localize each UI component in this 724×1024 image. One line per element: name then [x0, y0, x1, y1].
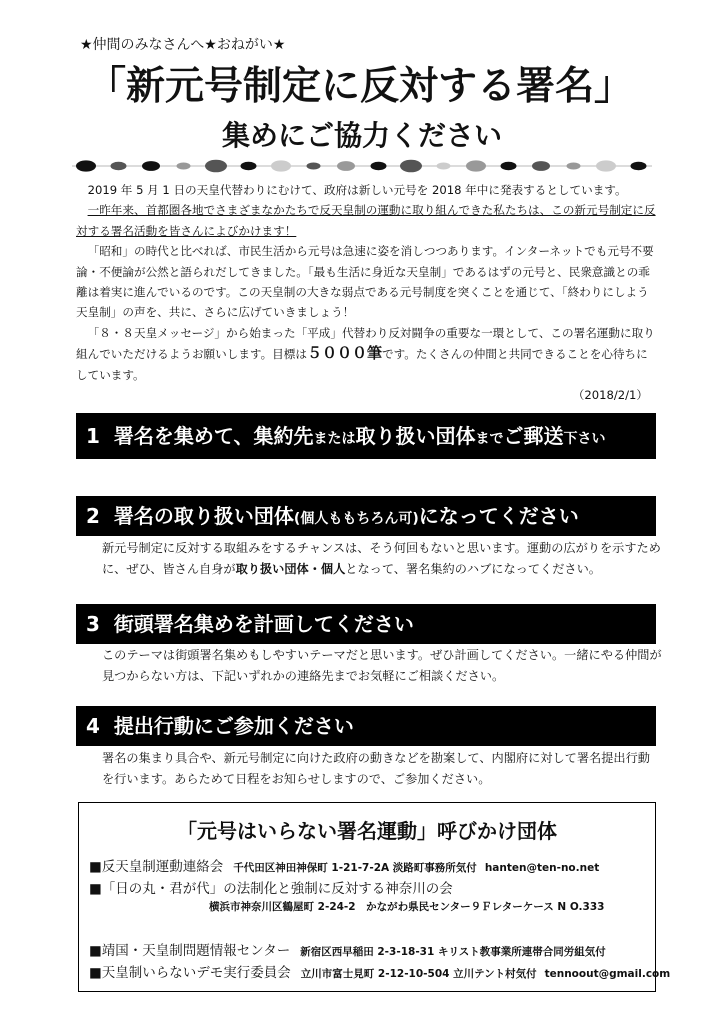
- signature-goal: ５０００筆: [306, 344, 382, 363]
- divider-dot: [400, 160, 422, 173]
- divider-dot: [307, 163, 321, 170]
- divider-dot: [567, 163, 581, 170]
- organizer-email[interactable]: hanten@ten-no.net: [484, 862, 600, 874]
- section-4-heading: 4 提出行動にご参加ください: [76, 706, 656, 746]
- section-2-heading: 2 署名の取り扱い団体(個人ももちろん可)になってください: [76, 496, 656, 536]
- divider-dot: [596, 160, 616, 171]
- intro-paragraph: 「昭和」の時代と比べれば、市民生活から元号は急速に姿を消しつつあります。インターネットでも元号不要論・不便論が公然と語られだしてきました。「最も生活に身近な天皇制」であるはずの元号と、民衆意識との乖離は着実に進んでいるのです。この天皇制の大きな弱点である元号制度を突くことを通じて、「終わりにしよう天皇制」の声を、共に、さらに広げていきましょう！: [76, 244, 654, 320]
- divider-dot: [501, 162, 517, 170]
- divider-dot: [142, 161, 160, 171]
- organizers-box: [78, 802, 671, 992]
- organizers-title: 「元号はいらない署名運動」呼びかけ団体: [177, 819, 557, 843]
- decorative-dot-divider: [72, 154, 652, 178]
- intro-paragraph: 2019 年 5 月 1 日の天皇代替わりにむけて、政府は新しい元号を 2018 年中に発表するとしています。: [87, 183, 627, 197]
- organizer-item: ■靖国・天皇制問題情報センター 新宿区西早稲田 2-3-18-31 キリスト教事業所連帯合同労組気付: [89, 943, 606, 959]
- divider-dot: [271, 160, 291, 171]
- divider-dot: [371, 162, 387, 170]
- section-3-heading: 3 街頭署名集めを計画してください: [76, 604, 656, 644]
- divider-dot: [241, 162, 257, 170]
- intro-text: [76, 180, 656, 405]
- organizer-address: 横浜市神奈川区鶴屋町 2-24-2 かながわ県民センター９Ｆレターケース N O.333: [209, 901, 605, 913]
- divider-dot: [337, 161, 355, 171]
- divider-dot: [76, 160, 96, 171]
- intro-paragraph-underlined: 一昨年来、首都圏各地でさまざまなかたちで反天皇制の運動に取り組んできた私たちは、この新元号制定に反対する署名活動を皆さんによびかけます！: [76, 203, 656, 238]
- divider-dot: [111, 162, 127, 170]
- divider-dot: [532, 161, 550, 171]
- divider-dot: [177, 163, 191, 170]
- organizer-email[interactable]: tennoout@gmail.com: [544, 968, 671, 980]
- organizer-item: ■天皇制いらないデモ実行委員会 立川市富士見町 2-12-10-504 立川テント村気付 tennoout@gmail.com: [89, 965, 671, 981]
- divider-dot: [466, 160, 486, 171]
- organizer-item: ■「日の丸・君が代」の法制化と強制に反対する神奈川の会: [89, 881, 453, 897]
- section-2-description: 新元号制定に反対する取組みをするチャンスは、そう何回もないと思います。運動の広がりを示すために、ぜひ、皆さん自身が取り扱い団体・個人となって、署名集約のハブになってください。: [102, 541, 661, 576]
- page-title: 「新元号制定に反対する署名」: [86, 63, 633, 109]
- page-subtitle: 集めにご協力ください: [221, 119, 502, 152]
- divider-dot: [437, 163, 451, 170]
- section-3-description: このテーマは街頭署名集めもしやすいテーマだと思います。ぜひ計画してください。一緒にやる仲間が見つからない方は、下記いずれかの連絡先までお気軽にご相談ください。: [102, 648, 662, 683]
- section-1-heading: 1 署名を集めて、集約先または取り扱い団体までご郵送下さい: [76, 413, 656, 459]
- greeting-line: ★仲間のみなさんへ★おねがい★: [80, 37, 286, 53]
- intro-date: （2018/2/1）: [572, 388, 648, 403]
- divider-dot: [205, 160, 227, 173]
- intro-paragraph: 「８・８天皇メッセージ」から始まった「平成」代替わり反対闘争の重要な一環として、この署名運動に取り組んでいただけるようお願いします。目標は５０００筆です。たくさんの仲間と共同できることを心待ちにしています。: [76, 325, 655, 382]
- divider-dot: [631, 162, 647, 170]
- organizer-item: ■反天皇制運動連絡会 千代田区神田神保町 1-21-7-2A 淡路町事務所気付 hanten@ten-no.net: [89, 859, 600, 875]
- section-4-description: 署名の集まり具合や、新元号制定に向けた政府の動きなどを勘案して、内閣府に対して署名提出行動を行います。あらためて日程をお知らせしますので、ご参加ください。: [102, 751, 650, 786]
